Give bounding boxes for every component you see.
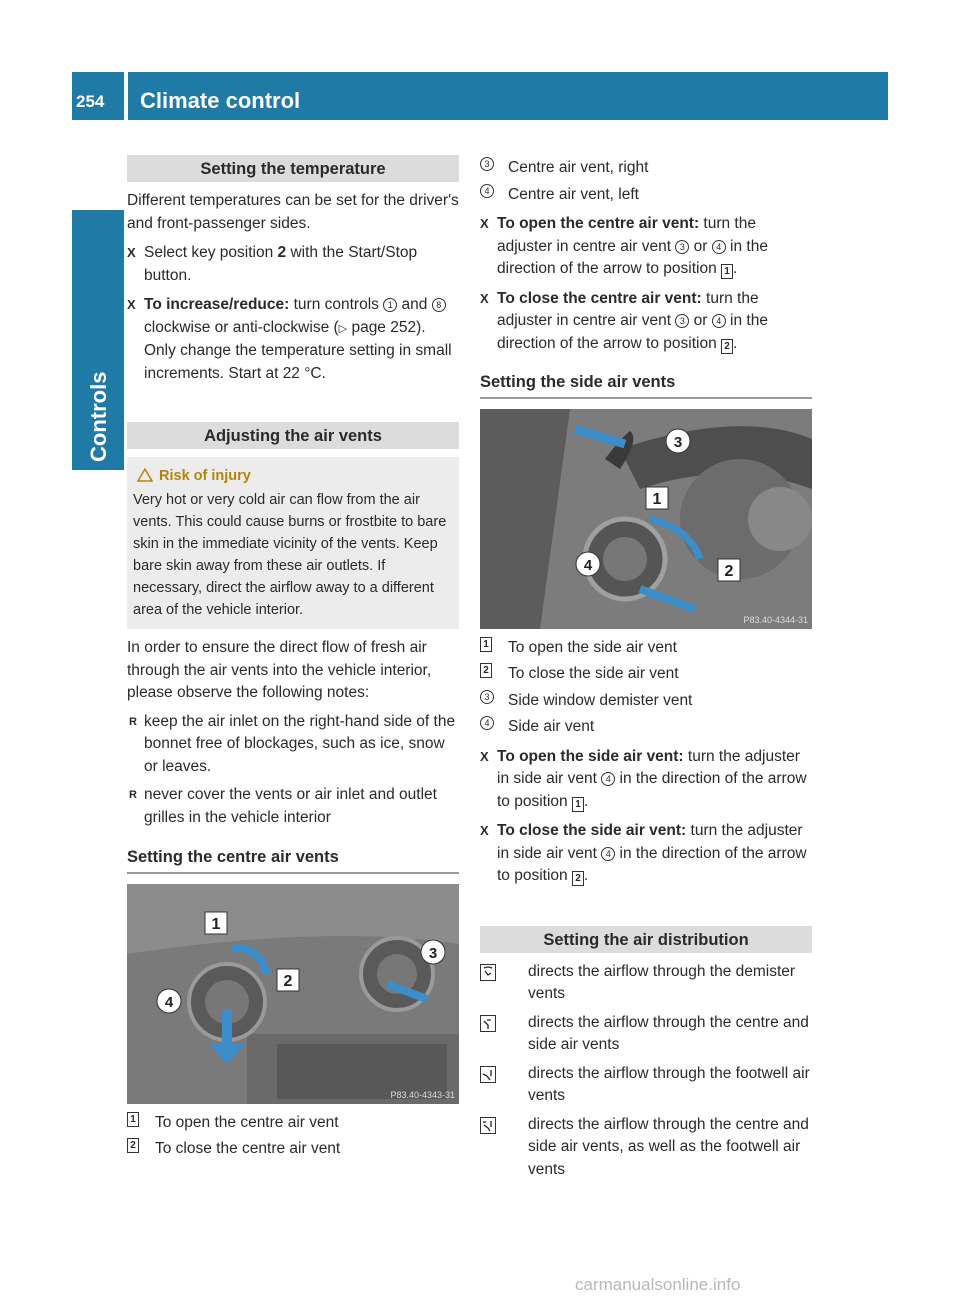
- side-legend-4: [480, 716, 812, 739]
- position-2-icon: 2: [480, 663, 492, 678]
- callout-4-icon: 4: [601, 772, 615, 786]
- temp-intro: Different temperatures can be set for the driver's and front-passenger sides.: [127, 192, 459, 232]
- step-marker: X: [480, 290, 489, 306]
- step-text: .: [583, 867, 589, 884]
- legend-text: To open the side air vent: [508, 638, 677, 656]
- centre-vents-illustration: [127, 884, 459, 1104]
- callout-4-icon: 4: [712, 240, 726, 254]
- centre-open-step: [480, 213, 812, 281]
- side-legend-3: [480, 690, 812, 713]
- centre-close-step: [480, 288, 812, 356]
- air-dist-text: directs the airflow through the footwell air vents: [528, 1064, 810, 1104]
- right-column: [480, 157, 812, 1181]
- footwell-airflow-icon: [480, 1066, 496, 1083]
- centre-legend-3: [480, 157, 812, 180]
- centre-legend-1: [127, 1112, 459, 1135]
- warning-triangle-icon: [137, 468, 153, 482]
- heading-adjusting-vents: Adjusting the air vents: [127, 422, 459, 449]
- position-2-icon: 2: [127, 1138, 139, 1153]
- watermark: carmanualsonline.info: [575, 1275, 741, 1294]
- step-text: or: [689, 237, 712, 255]
- svg-text:3: 3: [673, 433, 683, 451]
- chapter-header: [128, 72, 888, 120]
- position-2-icon: 2: [572, 871, 584, 886]
- step-text: turn the adjuster in centre air vent: [497, 289, 759, 329]
- step-text: .: [583, 792, 589, 810]
- bullet-text: never cover the vents or air inlet and outlet grilles in the vehicle interior: [144, 786, 437, 826]
- step-text: turn the adjuster in side air vent: [497, 822, 803, 862]
- warning-text: Very hot or very cold air can flow from the air vents. This could cause burns or frostbite to bare skin in the immediate vicinity of the vents. Keep bare skin away from these air outlets. If necessary, direct the airflow away to a different area of the vehicle interior.: [133, 492, 447, 618]
- svg-text:4: 4: [583, 556, 593, 574]
- warning-title: [133, 465, 453, 487]
- air-dist-item-2: [480, 1012, 812, 1057]
- air-dist-text: directs the airflow through the centre and side air vents, as well as the footwell air vents: [528, 1115, 809, 1178]
- step-text: .: [733, 260, 738, 277]
- demister-airflow-icon: [480, 964, 496, 981]
- callout-3-icon: 3: [480, 690, 494, 704]
- centre-vents-figure: [127, 884, 459, 1104]
- step-text: in the direction of the arrow to position: [497, 312, 768, 352]
- air-dist-text: directs the airflow through the centre and side air vents: [528, 1013, 809, 1053]
- step-bold: To close the centre air vent:: [497, 289, 702, 307]
- legend-text: Centre air vent, left: [508, 185, 639, 203]
- step-marker: X: [127, 245, 136, 260]
- step-text: in the direction of the arrow to position: [497, 770, 807, 810]
- side-tab-label: Controls: [86, 371, 111, 462]
- bullet-marker: R: [129, 789, 137, 801]
- left-column: [127, 155, 459, 1161]
- note-bullet-2: [127, 784, 459, 829]
- callout-4-icon: 4: [601, 847, 615, 861]
- air-dist-text: directs the airflow through the demister vents: [528, 962, 796, 1002]
- step-bold: To increase/reduce:: [144, 296, 290, 313]
- step-bold: To open the centre air vent:: [497, 215, 700, 232]
- callout-3-icon: 3: [480, 157, 494, 171]
- centre-legend-4: [480, 184, 812, 207]
- step-text: turn controls: [289, 296, 384, 313]
- callout-4-icon: 4: [712, 314, 726, 328]
- side-vents-figure: [480, 409, 812, 629]
- step-text: in the direction of the arrow to position: [497, 237, 768, 277]
- step-text: or: [689, 312, 712, 329]
- legend-text: To close the side air vent: [508, 665, 679, 682]
- svg-text:4: 4: [164, 993, 174, 1011]
- legend-text: To close the centre air vent: [155, 1140, 341, 1157]
- legend-text: Side window demister vent: [508, 691, 693, 709]
- figure-code: P83.40-4343-31: [390, 1089, 455, 1100]
- heading-side-vents: Setting the side air vents: [480, 371, 812, 399]
- combined-airflow-icon: [480, 1117, 496, 1134]
- callout-3-icon: 3: [675, 314, 689, 328]
- svg-text:2: 2: [724, 562, 734, 580]
- air-dist-item-3: [480, 1063, 812, 1108]
- step-marker: X: [480, 216, 489, 231]
- svg-text:1: 1: [211, 915, 221, 933]
- step-text: .: [733, 334, 738, 352]
- step-bold: To open the side air vent:: [497, 747, 684, 765]
- step-text: clockwise or anti-clockwise (: [144, 318, 339, 336]
- callout-3-icon: 3: [675, 240, 689, 254]
- callout-8-icon: 8: [432, 298, 446, 312]
- callout-4-icon: 4: [480, 716, 494, 730]
- side-close-step: [480, 820, 812, 888]
- notes-intro: In order to ensure the direct flow of fresh air through the air vents into the vehicle interior, please observe the following notes:: [127, 639, 432, 701]
- step-text: turn the adjuster in centre air vent: [497, 215, 756, 255]
- chapter-title: Climate control: [140, 88, 301, 113]
- temp-step-1: [127, 242, 459, 287]
- page-number: 254: [76, 92, 105, 111]
- side-vents-illustration: [480, 409, 812, 629]
- step-marker: X: [127, 297, 136, 312]
- position-2-icon: 2: [721, 339, 733, 354]
- heading-air-distribution: Setting the air distribution: [480, 926, 812, 953]
- legend-text: Side air vent: [508, 718, 595, 735]
- step-marker: X: [480, 823, 489, 838]
- svg-text:1: 1: [652, 490, 662, 508]
- svg-text:3: 3: [428, 944, 438, 962]
- step-text: and: [397, 296, 432, 313]
- heading-centre-vents: Setting the centre air vents: [127, 846, 459, 874]
- svg-text:2: 2: [283, 972, 293, 990]
- warning-title-text: Risk of injury: [159, 468, 251, 484]
- side-open-step: [480, 746, 812, 814]
- step-text: Select key position: [144, 244, 278, 261]
- legend-text: Centre air vent, right: [508, 159, 649, 176]
- position-1-icon: 1: [127, 1112, 139, 1127]
- step-bold: To close the side air vent:: [497, 822, 687, 839]
- callout-1-icon: 1: [383, 298, 397, 312]
- step-text: page 252). Only change the temperature setting in small increments. Start at 22 °C.: [144, 318, 452, 382]
- callout-4-icon: 4: [480, 184, 494, 198]
- legend-text: To open the centre air vent: [155, 1113, 339, 1131]
- step-text: in the direction of the arrow to position: [497, 844, 807, 884]
- page-ref-arrow-icon: ▷: [338, 322, 348, 335]
- warning-box: [127, 457, 459, 629]
- bullet-text: keep the air inlet on the right-hand side of the bonnet free of blockages, such as ice, snow or leaves.: [144, 712, 456, 775]
- centre-legend-2: [127, 1138, 459, 1161]
- air-dist-item-4: [480, 1114, 812, 1182]
- note-bullet-1: [127, 711, 459, 779]
- step-text: turn the adjuster in side air vent: [497, 747, 800, 787]
- page-number-box: [72, 72, 124, 120]
- position-1-icon: 1: [721, 264, 733, 279]
- air-dist-item-1: [480, 961, 812, 1006]
- step-text: with the Start/Stop button.: [144, 244, 418, 284]
- step-marker: X: [480, 748, 489, 764]
- heading-setting-temperature: Setting the temperature: [127, 155, 459, 182]
- temp-step-2: [127, 294, 459, 385]
- bullet-marker: R: [129, 715, 137, 728]
- side-legend-2: [480, 663, 812, 686]
- side-legend-1: [480, 637, 812, 660]
- figure-code: P83.40-4344-31: [743, 614, 808, 625]
- centre-side-airflow-icon: [480, 1015, 496, 1032]
- position-1-icon: 1: [480, 637, 492, 652]
- position-1-icon: 1: [572, 797, 584, 812]
- key-position: 2: [277, 244, 287, 261]
- section-side-tab: [72, 210, 124, 470]
